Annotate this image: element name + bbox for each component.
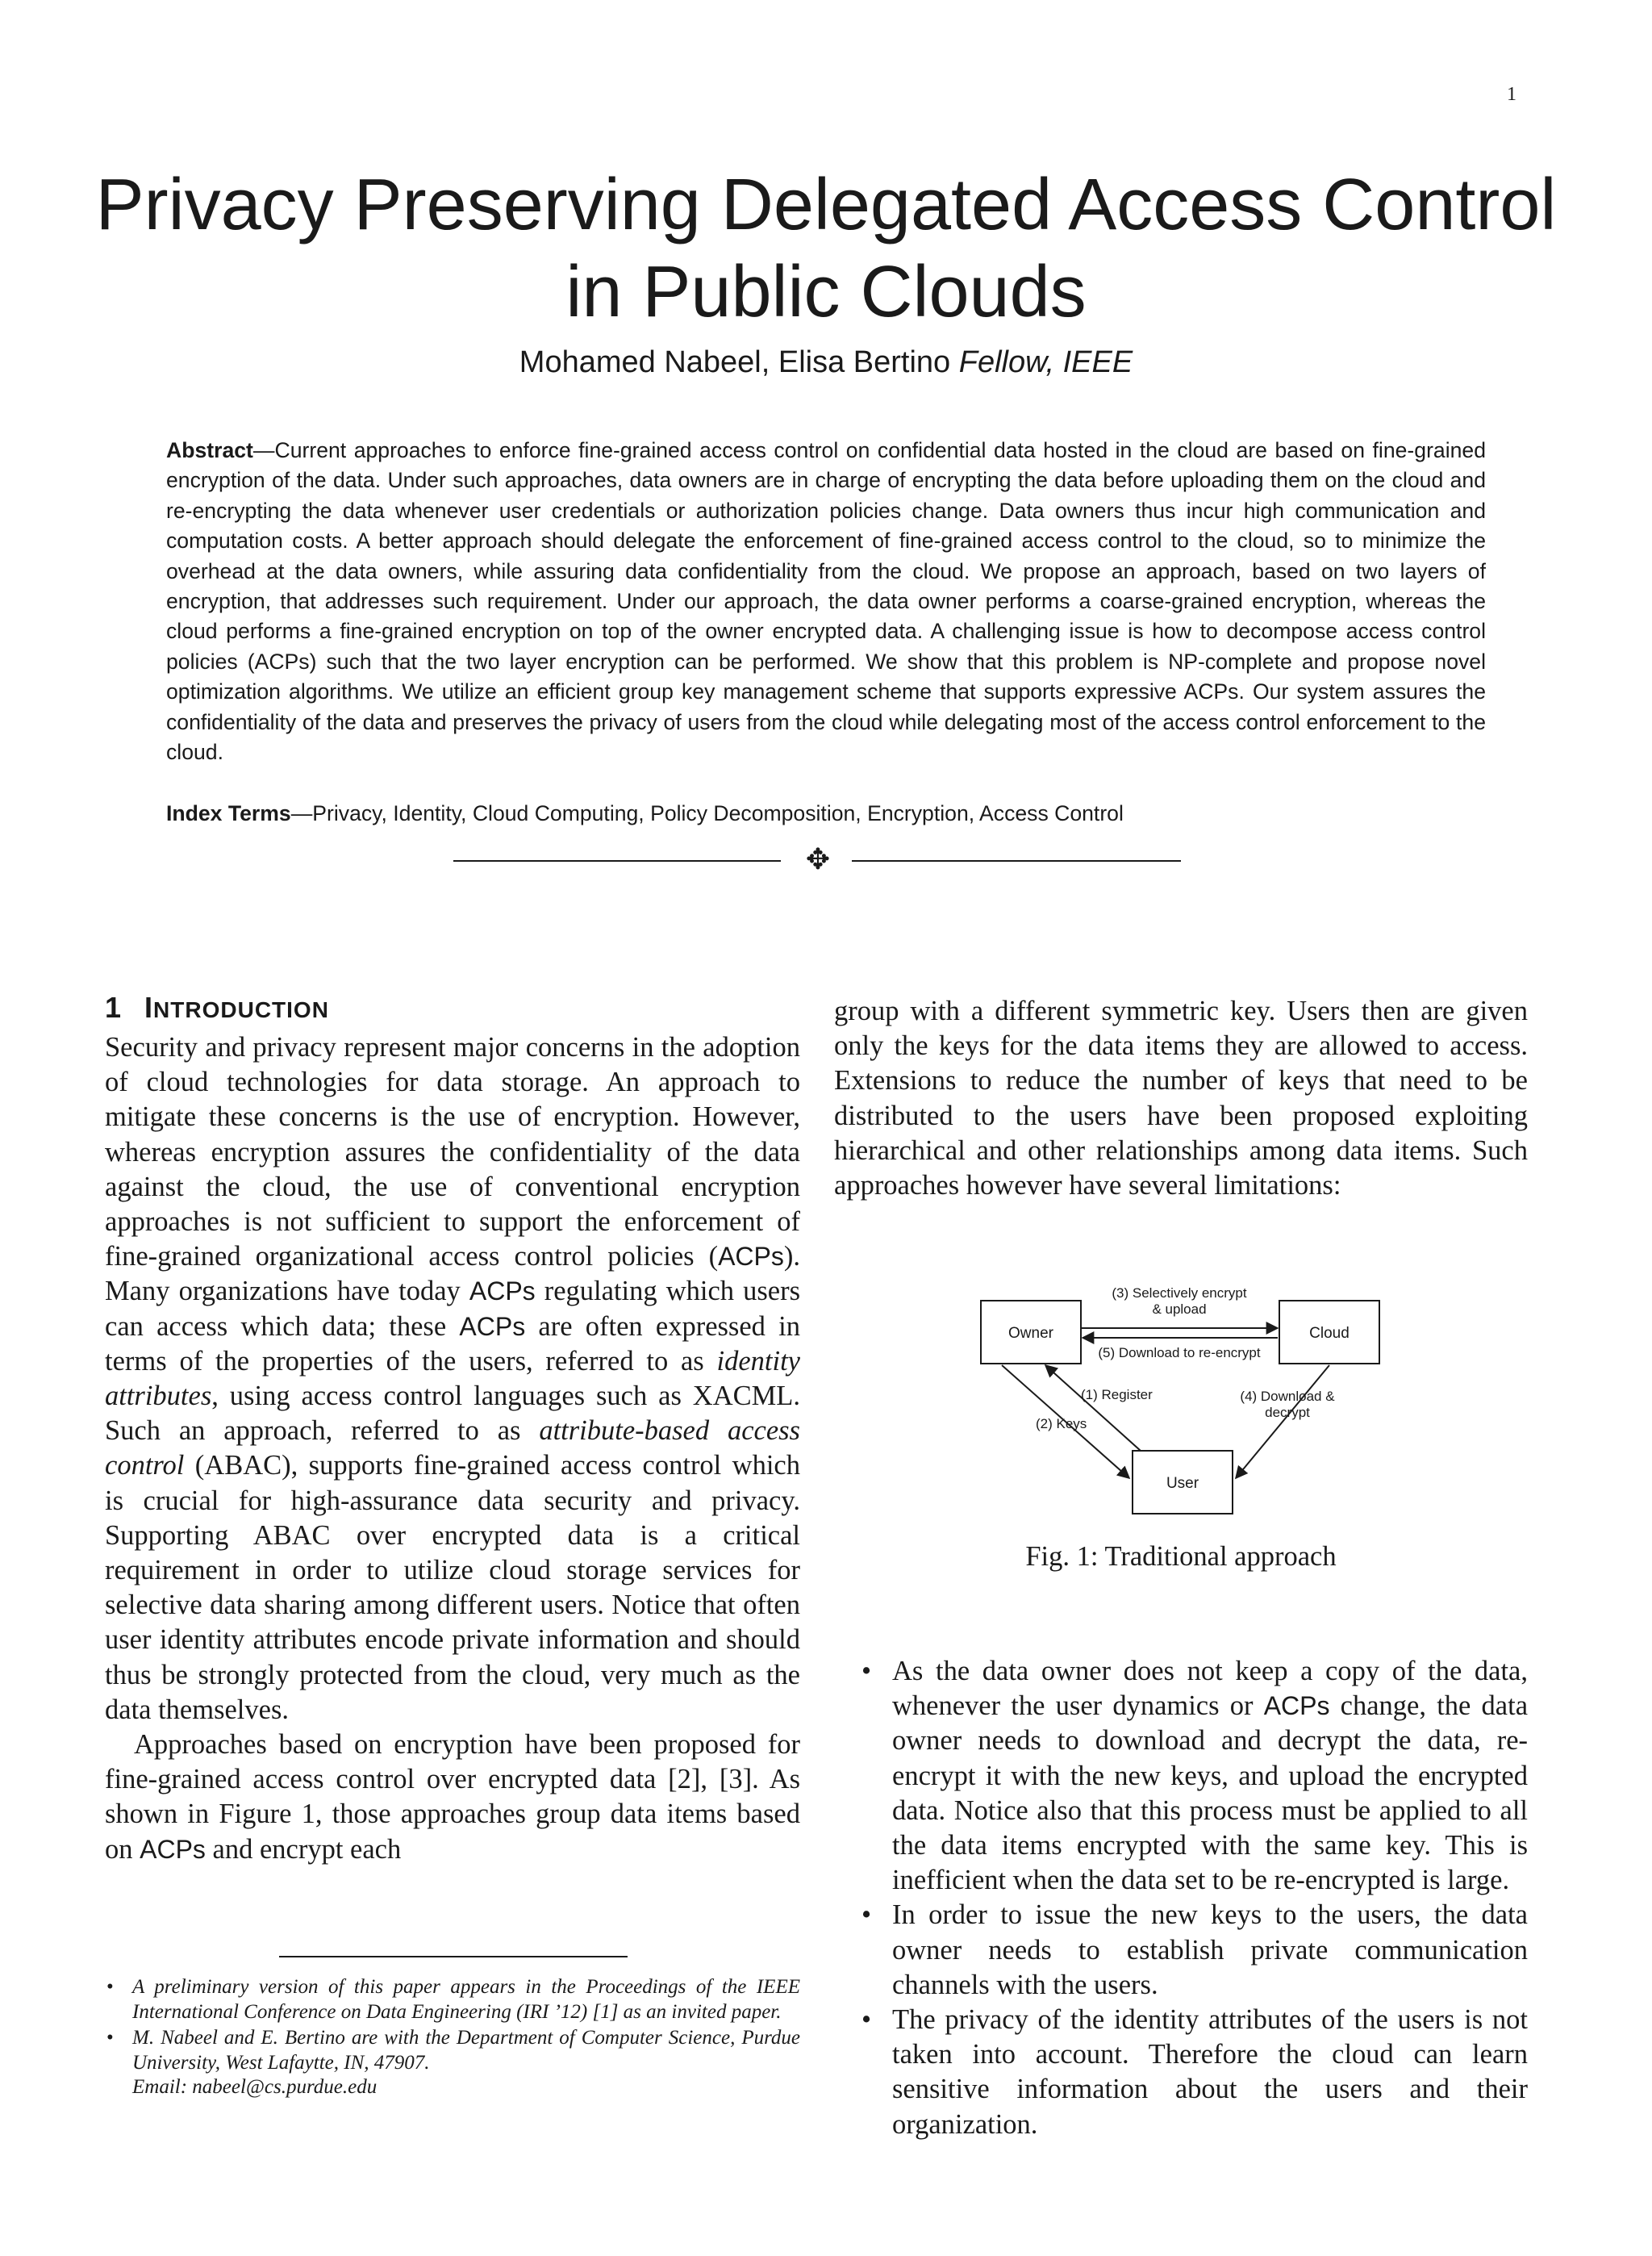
- index-terms: [166, 799, 1486, 829]
- right-column: [834, 994, 1528, 1203]
- list-item: [834, 2003, 1528, 2142]
- acps-term: ACPs: [459, 1311, 526, 1341]
- acps-term: ACPs: [718, 1242, 784, 1272]
- footnote-text: A preliminary version of this paper appears in the Proceedings of the IEEE International Conference on Data Engineering (IRI ’12) [1] as an invited paper.: [132, 1976, 800, 2023]
- figure-caption: Fig. 1: Traditional approach: [1025, 1541, 1337, 1572]
- abstract-label: Abstract: [166, 438, 253, 462]
- label-keys: (2) Keys: [1036, 1416, 1087, 1431]
- list-item-text: The privacy of the identity attributes of the users is not taken into account. Therefore the cloud can learn sensitive information about the users and their organization.: [892, 2004, 1528, 2140]
- abstract: [166, 436, 1486, 767]
- intro-text: regulating which users can access which data; these: [105, 1276, 801, 1342]
- title-line-1: Privacy Preserving Delegated Access Control: [95, 165, 1557, 245]
- arrow-user-register: [1045, 1365, 1141, 1451]
- abstract-text: —Current approaches to enforce fine-grained access control on confidential data hosted in the cloud are based on fine-grained encryption of the data. Under such approaches, data owners are in charge of encrypting the data before uploading them on the cloud and re-encrypting the data whenever user credentials or authorization policies change. Data owners thus incur high communication and computation costs. A better approach should delegate the enforcement of fine-grained access control to the cloud, so to minimize the overhead at the data owners, while assuring data confidentiality from the cloud. We propose an approach, based on two layers of encryption, that addresses such requirement. Under our approach, the data owner performs a coarse-grained encryption, whereas the cloud performs a fine-grained encryption on top of the owner encrypted data. A challenging issue is how to decompose access control policies (ACPs) such that the two layer encryption can be performed. We show that this problem is NP-complete and propose novel optimization algorithms. We utilize an efficient group key management scheme that supports expressive ACPs. Our system assures the confidentiality of the data and preserves the privacy of users from the cloud while delegating most of the access control enforcement to the cloud.: [166, 438, 1486, 765]
- author-fellowship: Fellow, IEEE: [958, 345, 1133, 379]
- list-item: [834, 1654, 1528, 1898]
- page-number: 1: [1507, 84, 1516, 105]
- label-decrypt: decrypt: [1265, 1405, 1310, 1420]
- section-heading: [105, 989, 800, 1029]
- bullet-icon: •: [861, 1656, 872, 1686]
- limitations-list: [834, 1654, 1528, 2142]
- cloud-label: Cloud: [1309, 1325, 1350, 1342]
- abac-term: attribute-based access control: [105, 1415, 800, 1481]
- intro-text: , using access control languages such as XACML. Such an approach, referred to as: [105, 1381, 800, 1447]
- acps-term: ACPs: [469, 1276, 536, 1306]
- separator-line-right: [852, 860, 1181, 862]
- list-item: [834, 1898, 1528, 2003]
- section-title-rest: NTRODUCTION: [153, 997, 329, 1022]
- intro-paragraph-2: [105, 1728, 800, 1867]
- list-item-text: change, the data owner needs to download and decrypt the data, re-encrypt it with the new keys, and upload the encrypted data. Notice also that this process must be applied to all the data items encrypted with the same key. This is inefficient when the data set to be re-encrypted is large.: [892, 1690, 1529, 1896]
- identity-attributes-term: identity attributes: [105, 1345, 800, 1412]
- intro-paragraph-3: group with a different symmetric key. Users then are given only the keys for the data items they are allowed to access. Extensions to reduce the number of keys that need to be distributed to the users have been proposed exploiting hierarchical and other relationships among data items. Such approaches however have several limitations:: [834, 996, 1528, 1201]
- footnote-text: M. Nabeel and E. Bertino are with the Department of Computer Science, Purdue University, West Lafaytte, IN, 47907.: [132, 2027, 800, 2074]
- acps-term: ACPs: [140, 1834, 206, 1864]
- bullet-icon: •: [106, 2027, 114, 2049]
- label-register: (1) Register: [1081, 1387, 1153, 1402]
- author-names: Mohamed Nabeel, Elisa Bertino: [519, 345, 951, 379]
- title-line-2: in Public Clouds: [565, 252, 1087, 332]
- label-download-decrypt: (4) Download &: [1240, 1389, 1335, 1404]
- bullet-icon: •: [861, 2004, 872, 2036]
- bullet-icon: •: [106, 1976, 114, 1998]
- intro-text: Approaches based on encryption have been proposed for fine-grained access control over encrypted data [2], [3]. As shown in Figure 1, those approaches group data items based on: [105, 1729, 800, 1865]
- owner-label: Owner: [1008, 1325, 1053, 1342]
- intro-paragraph-1: [105, 1030, 800, 1728]
- user-label: User: [1166, 1475, 1199, 1492]
- bullet-icon: •: [861, 1899, 872, 1931]
- acps-term: ACPs: [1263, 1691, 1330, 1721]
- section-title-initial: I: [144, 991, 154, 1024]
- separator-line-left: [453, 860, 781, 862]
- separator-ornament-icon: ✥: [805, 843, 831, 876]
- section-number: 1: [105, 991, 123, 1024]
- arrow-cloud-to-user: [1236, 1365, 1329, 1478]
- list-item-text: In order to issue the new keys to the users, the data owner needs to establish private communication channels with the users.: [892, 1899, 1528, 2000]
- footnote-rule: [279, 1956, 628, 1957]
- figure-1-diagram: [968, 1280, 1404, 1522]
- intro-text: and encrypt each: [205, 1833, 402, 1865]
- intro-text: ). Many organizations have today: [105, 1241, 800, 1307]
- authors: [0, 345, 1652, 380]
- label-selectively-encrypt: (3) Selectively encrypt: [1112, 1285, 1247, 1301]
- footnote-email: Email: nabeel@cs.purdue.edu: [132, 2076, 378, 2098]
- footnote-item: [105, 1975, 800, 2024]
- left-column: [105, 989, 800, 1867]
- label-download-reencrypt: (5) Download to re-encrypt: [1098, 1345, 1261, 1360]
- index-terms-label: Index Terms: [166, 801, 291, 825]
- footnote-item: [105, 2026, 800, 2100]
- label-and-upload: & upload: [1152, 1301, 1207, 1317]
- index-terms-text: —Privacy, Identity, Cloud Computing, Policy Decomposition, Encryption, Access Control: [290, 801, 1124, 825]
- footnotes: [105, 1975, 800, 2102]
- intro-text: are often expressed in terms of the properties of the users, referred to as: [105, 1310, 800, 1377]
- intro-text: Security and privacy represent major concerns in the adoption of cloud technologies for data storage. An approach to mitigate these concerns is the use of encryption. However, whereas encryption assures the confidentiality of the data against the cloud, the use of conventional encryption approaches is not sufficient to support the enforcement of fine-grained organizational access control policies (: [105, 1032, 800, 1272]
- paper-title: [0, 161, 1652, 336]
- intro-text: (ABAC), supports fine-grained access control which is crucial for high-assurance data security and privacy. Supporting ABAC over encrypted data is a critical requirement in order to utilize cloud storage services for selective data sharing among different users. Notice that often user identity attributes encode private information and should thus be strongly protected from the cloud, very much as the data themselves.: [105, 1450, 800, 1725]
- list-item-text: As the data owner does not keep a copy of the data, whenever the user dynamics or: [892, 1656, 1528, 1722]
